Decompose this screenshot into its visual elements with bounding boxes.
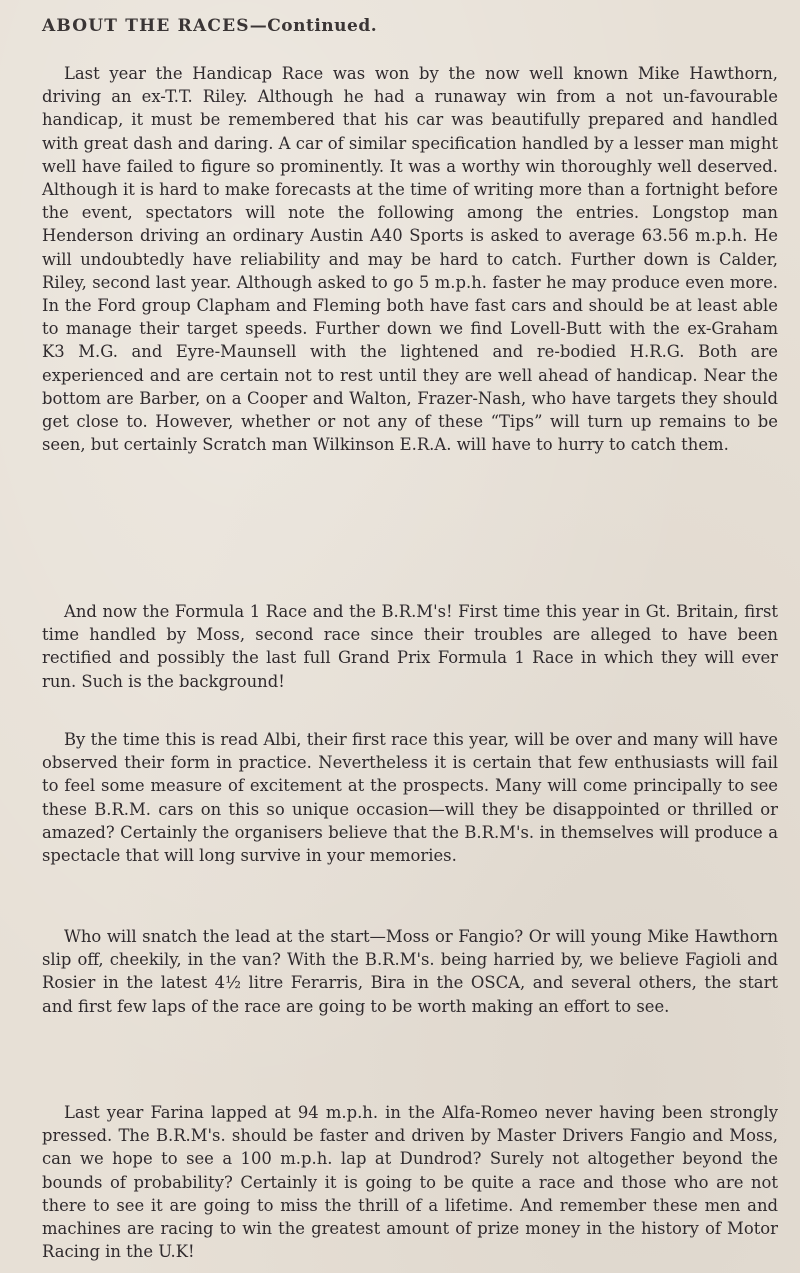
paragraph-lap-record: Last year Farina lapped at 94 m.p.h. in the Alfa-Romeo never having been strongly pressed. The B.R.M's. should be faster and driven by Master Drivers Fangio and Moss, can we hope to see a 100 m.p.h. lap at Dundrod? Surely not altogether beyond the bounds of probability? Certainly it is going to be quite a race and those who are not there to see it are going to miss the thrill of a lifetime. And remember these men and machines are racing to win the greatest amount of prize money in the history of Motor Racing in the U.K! [42,1103,778,1262]
heading-title: ABOUT THE RACES [42,16,250,36]
paragraph-handicap-race: Last year the Handicap Race was won by the now well known Mike Hawthorn, driving an ex-T.T. Riley. Although he had a runaway win from a not un-favourable handicap, it must be remembered that his car was beautifully prepared and handled with great dash and daring. A car of similar specification handled by a lesser man might well have failed to figure so prominently. It was a worthy win thoroughly well deserved. Although it is hard to make forecasts at the time of writing more than a fortnight before the event, spectators will note the following among the entries. Longstop man Henderson driving an ordinary Austin A40 Sports is asked to average 63.56 m.p.h. He will undoubtedly have reliability and may be hard to catch. Further down is Calder, Riley, second last year. Although asked to go 5 m.p.h. faster he may produce even more. In the Ford group Clapham and Fleming both have fast cars and should be at least able to manage their target speeds. Further down we find Lovell-Butt with the ex-Graham K3 M.G. and Eyre-Maunsell with the lightened and re-bodied H.R.G. Both are experienced and are certain not to rest until they are well ahead of handicap. Near the bottom are Barber, on a Cooper and Walton, Frazer-Nash, who have targets they should get close to. However, whether or not any of these “Tips” will turn up remains to be seen, but certainly Scratch man Wilkinson E.R.A. will have to hurry to catch them. [42,64,778,455]
page-heading [42,16,377,36]
paragraph-start-of-race: Who will snatch the lead at the start—Moss or Fangio? Or will young Mike Hawthorn slip off, cheekily, in the van? With the B.R.M's. being harried by, we believe Fagioli and Rosier in the latest 4½ litre Ferarris, Bira in the OSCA, and several others, the start and first few laps of the race are going to be worth making an effort to see. [42,927,778,1016]
heading-continued: —Continued. [249,16,378,36]
paragraph-formula-1-race: And now the Formula 1 Race and the B.R.M's! First time this year in Gt. Britain, first time handled by Moss, second race since their troubles are alleged to have been rectified and possibly the last full Grand Prix Formula 1 Race in which they will ever run. Such is the background! [42,602,778,691]
paragraph-albi-race: By the time this is read Albi, their first race this year, will be over and many will have observed their form in practice. Nevertheless it is certain that few enthusiasts will fail to feel some measure of excitement at the prospects. Many will come principally to see these B.R.M. cars on this so unique occasion—will they be disappointed or thrilled or amazed? Certainly the organisers believe that the B.R.M's. in themselves will produce a spectacle that will long survive in your memories. [42,730,778,866]
